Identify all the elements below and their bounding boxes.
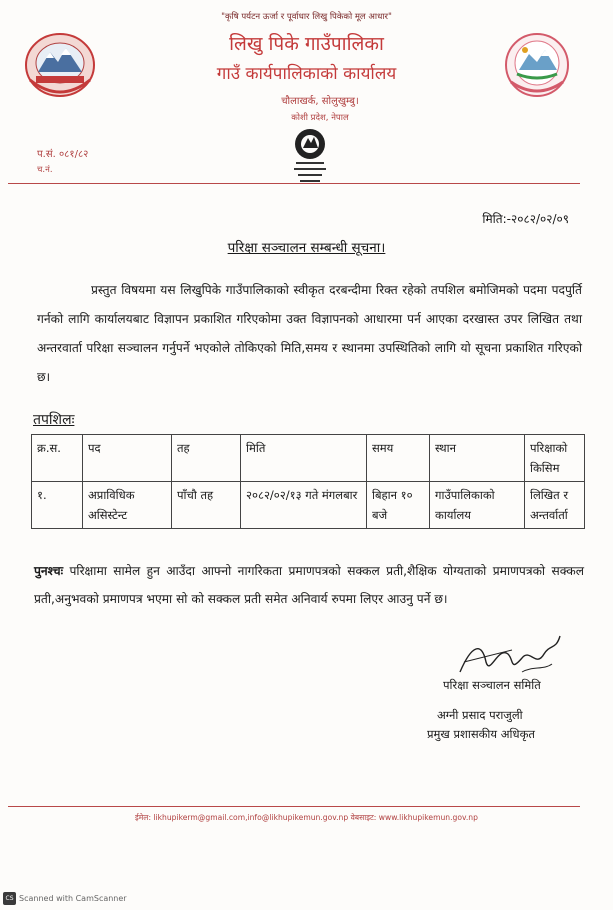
signatory-designation: प्रमुख प्रशासकीय अधिकृत <box>427 727 535 741</box>
notice-paragraph: प्रस्तुत विषयमा यस लिखुपिके गाउँपालिकाको स्वीकृत दरबन्दीमा रिक्त रहेको तपशिल बमोजिमको पदमा पदपुर्ति गर्नको लागि कार्यालयबाट विज्ञापन प्रकाशित गरिएकोमा उक्त विज्ञापनको आधारमा पर्न आएका दरखास्त उपर लिखित तथा अन्तरवार्ता परिक्षा सञ्चालन गर्नुपर्ने भएकोले तोकिएको मिति,समय र स्थानमा उपस्थितिको लागि यो सूचना प्रकाशित गरिएको छ। <box>37 283 582 384</box>
office-address: चौलाखर्क, सोलुखुम्बु। <box>281 96 359 107</box>
table-header-row <box>32 435 585 482</box>
cell-time: बिहान १० बजे <box>367 482 430 529</box>
header-date: मिति <box>241 435 367 482</box>
header-divider <box>8 183 580 184</box>
table-row <box>32 482 585 529</box>
signatory-name: अग्नी प्रसाद पराजुली <box>437 708 523 722</box>
signature-scribble-icon <box>452 632 567 682</box>
cell-level: पाँचौ तह <box>172 482 241 529</box>
dispatch-number: च.नं. <box>37 165 53 175</box>
header-exam-type: परिक्षाको किसिम <box>525 435 585 482</box>
notice-heading: परिक्षा सञ्चालन सम्बन्धी सूचना। <box>227 240 386 256</box>
header-serial: क्र.स. <box>32 435 83 482</box>
details-label: तपशिलः <box>33 412 75 428</box>
header-venue: स्थान <box>430 435 525 482</box>
cell-venue: गाउँपालिकाको कार्यालय <box>430 482 525 529</box>
municipality-name: लिखु पिके गाउँपालिका <box>229 33 384 55</box>
cell-exam-type: लिखित र अन्तर्वार्ता <box>525 482 585 529</box>
header-post: पद <box>83 435 172 482</box>
postscript-label: पुनश्चः <box>34 564 64 578</box>
postscript-note: पुनश्चः परिक्षामा सामेल हुन आउँदा आफ्नो नागरिकता प्रमाणपत्रको सक्कल प्रती,शैक्षिक योग्यताको प्रमाणपत्रको सक्कल प्रती,अनुभवको प्रमाणपत्र भएमा सो को सक्कल प्रती समेत अनिवार्य रुपमा लिएर आउनु पर्ने छ। <box>34 564 584 606</box>
header-time: समय <box>367 435 430 482</box>
nepal-emblem-stamp-icon <box>282 124 338 190</box>
municipality-logo-icon <box>497 30 577 100</box>
cell-date: २०८२/०२/१३ गते मंगलबार <box>241 482 367 529</box>
office-province: कोशी प्रदेश, नेपाल <box>291 113 349 123</box>
committee-name: परिक्षा सञ्चालन समिति <box>443 678 541 692</box>
scanner-watermark: CS Scanned with CamScanner <box>3 892 127 905</box>
cell-post: अप्राविधिक असिस्टेन्ट <box>83 482 172 529</box>
office-name: गाउँ कार्यपालिकाको कार्यालय <box>216 64 397 84</box>
notice-date: मिति:-२०८२/०२/०९ <box>482 212 569 226</box>
header-level: तह <box>172 435 241 482</box>
reference-number: प.सं. ०८१/८२ <box>37 149 89 160</box>
exam-schedule-table <box>31 434 585 529</box>
camscanner-icon: CS <box>3 892 16 905</box>
cell-serial: १. <box>32 482 83 529</box>
footer-contact: ईमेल: likhupikerm@gmail.com,info@likhupikemun.gov.np वेबसाइट: www.likhupikemun.gov.np <box>135 813 478 822</box>
footer-divider <box>8 806 580 807</box>
motto: "कृषि पर्यटन ऊर्जा र पूर्वाधार लिखु पिकेको मूल आधार" <box>221 12 392 22</box>
